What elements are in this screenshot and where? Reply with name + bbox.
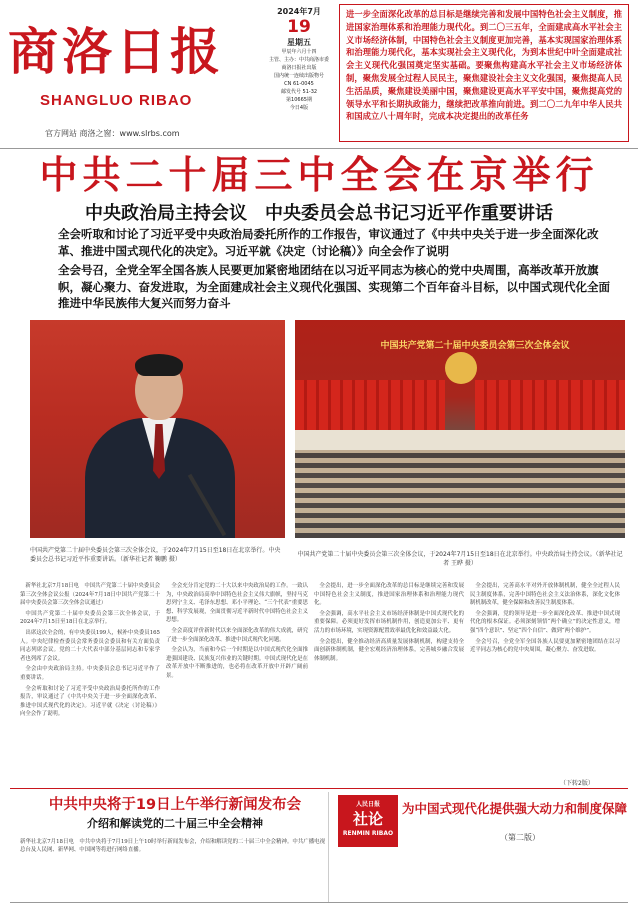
article-paragraph: 全会充分肯定党的二十大以来中央政治局的工作。一致认为，中央政治局高举中国特色社会主义伟大旗帜，坚持马克思列宁主义、毛泽东思想、邓小平理论、“三个代表”重要思想、科学发展观，全面贯彻习近平新时代中国特色社会主义思想。 — [166, 583, 308, 624]
editorial-badge-main: 社论 — [352, 810, 383, 828]
article-paragraph: 全会听取和讨论了习近平受中央政治局委托所作的工作报告，审议通过了《中共中央关于进一步全面深化改革、推进中国式现代化的决定》。习近平就《决定（讨论稿）》向全会作了说明。 — [20, 685, 160, 718]
issue-meta: 邮发代号 51-32 — [280, 89, 318, 95]
issue-meta: 甲辰年六月十四 — [281, 49, 317, 55]
article-column-4 — [470, 582, 620, 778]
top-quote-box: 进一步全面深化改革的总目标是继续完善和发展中国特色社会主义制度，推进国家治理体系和治理能力现代化。到二〇三五年，全面建成高水平社会主义市场经济体制，中国特色社会主义制度更加完善，基本实现国家治理体系和治理能力现代化，基本实现社会主义现代化，为到本世纪中叶全面建成社会主义现代化强国奠定坚实基础。要聚焦构建高水平社会主义市场经济体制，聚焦发展全过程人民民主，聚焦建设社会主义文化强国，聚焦提高人民生活品质，聚焦建设美丽中国，聚焦建设更高水平平安中国，聚焦提高党的领导水平和长期执政能力，继续把改革推向前进。到二〇二九年中华人民共和国成立八十周年时，完成本决定提出的改革任务 — [339, 4, 629, 142]
party-emblem-icon — [445, 352, 477, 384]
article-paragraph: 全会高度评价新时代以来全面深化改革的伟大成就，研究了进一步全面深化改革、推进中国式现代化问题。 — [166, 627, 308, 643]
deck-paragraph-1: 全会听取和讨论了习近平受中央政治局委托所作的工作报告，审议通过了《中共中央关于进一步全面深化改革、推进中国式现代化的决定》。习近平就《决定（讨论稿）》向全会作了说明 — [58, 227, 599, 258]
issue-date: 2024年7月 — [277, 7, 321, 16]
masthead — [0, 0, 638, 150]
red-flags-right — [475, 380, 625, 435]
newspaper-logo: 商洛日报 — [8, 23, 224, 81]
deck-paragraph-2: 全会号召，全党全军全国各族人民要更加紧密地团结在以习近平同志为核心的党中央周围，高举改革开放旗帜，凝心聚力、奋发进取，为全面建成社会主义现代化强国、实现第二个百年奋斗目标，以中国式现代化全面推进中华民族伟大复兴而努力奋斗 — [58, 263, 610, 310]
page-footer — [10, 902, 628, 911]
editorial-page-ref: （第二版） — [500, 833, 540, 842]
rostrum — [295, 430, 625, 450]
article-paragraph: 全会提出，进一步全面深化改革的总目标是继续完善和发展中国特色社会主义制度，推进国家治理体系和治理能力现代化。 — [314, 583, 464, 607]
issue-meta: 商洛日报社出版 — [281, 65, 317, 71]
masthead-divider — [0, 148, 638, 149]
plenary-photo — [295, 320, 625, 538]
photo-caption-right: 中国共产党第二十届中央委员会第三次全体会议，于2024年7月15日至18日在北京举行。中央政治局主持会议。（新华社记者 王晔 摄） — [297, 551, 623, 567]
article-paragraph: 出席这次全会的，有中央委员199人，候补中央委员165人。中央纪律检查委员会常务委员会委员和有关方面负责同志列席会议。党的二十大代表中部分基层同志和专家学者也列席了会议。 — [20, 629, 160, 662]
issue-day: 19 — [287, 17, 311, 37]
audience-seats — [295, 450, 625, 538]
issue-meta: 国内统一连续出版物号 — [273, 73, 324, 79]
editorial-title[interactable]: 为中国式现代化提供强大动力和制度保障 — [402, 801, 628, 816]
website-link[interactable]: 官方网站 商洛之窗：www.slrbs.com — [45, 129, 180, 138]
main-subhead: 中央政治局主持会议 中央委员会总书记习近平作重要讲话 — [85, 203, 553, 224]
article-paragraph: 新华社北京7月18日电 中国共产党第二十届中央委员会第三次全体会议公报（2024年7月18日中国共产党第二十届中央委员会第三次全体会议通过） — [20, 583, 160, 607]
red-flags-left — [295, 380, 445, 435]
meeting-banner: 中国共产党第二十届中央委员会第三次全体会议 — [380, 341, 570, 351]
continued-on-page-2[interactable]: （下转2版） — [560, 780, 594, 787]
issue-meta: 第10665期 — [286, 97, 312, 103]
issue-info — [268, 4, 330, 144]
editorial-badge — [338, 795, 398, 847]
article-paragraph: 全会强调，高水平社会主义市场经济体制是中国式现代化的重要保障。必须更好发挥市场机制作用，创造更加公平、更有活力的市场环境，实现资源配置效率最优化和效益最大化。 — [314, 610, 464, 634]
press-conference-headline[interactable]: 中共中央将于19日上午举行新闻发布会 — [48, 797, 302, 813]
article-paragraph: 全会认为，当前和今后一个时期是以中国式现代化全面推进强国建设、民族复兴伟业的关键时期。中国式现代化是在改革开放中不断推进的，也必将在改革开放中开辟广阔前景。 — [166, 647, 308, 679]
article-paragraph: 全会提出，完善高水平对外开放体制机制，健全全过程人民民主制度体系，完善中国特色社会主义法治体系，深化文化体制机制改革，健全保障和改善民生制度体系。 — [470, 583, 620, 607]
speaker-photo — [30, 320, 285, 538]
main-headline[interactable]: 中共二十届三中全会在京举行 — [39, 153, 599, 197]
bottom-divider — [10, 788, 628, 789]
press-conference-text: 新华社北京7月18日电 中共中央将于7月19日上午10时举行新闻发布会，介绍和解读党的二十届三中全会精神。中共广播电视总台及人民网、新华网、中国网等将进行网络直播。 — [20, 839, 325, 854]
bottom-column-divider — [328, 792, 329, 902]
article-paragraph: 中国共产党第二十届中央委员会第三次全体会议，于2024年7月15日至18日在北京举行。 — [20, 610, 160, 626]
article-paragraph: 全会提出，健全推动经济高质量发展体制机制，构建支持全面创新体制机制，健全宏观经济治理体系，完善城乡融合发展体制机制。 — [314, 638, 464, 662]
editorial-badge-top: 人民日报 — [355, 801, 380, 808]
photo-figure-hair — [135, 354, 183, 376]
article-paragraph: 全会强调，党的领导是进一步全面深化改革、推进中国式现代化的根本保证。必须深刻领悟“两个确立”的决定性意义，增强“四个意识”、坚定“四个自信”、做到“两个维护”。 — [470, 610, 620, 634]
article-column-1 — [20, 582, 160, 778]
issue-meta: CN 61-0045 — [284, 81, 314, 87]
issue-weekday: 星期五 — [287, 38, 311, 47]
editorial-badge-bottom: RENMIN RIBAO — [342, 830, 394, 837]
issue-meta: 主管、主办：中共商洛市委 — [268, 57, 329, 63]
press-conference-subhead: 介绍和解读党的二十届三中全会精神 — [87, 817, 263, 830]
logo-pinyin: SHANGLUO RIBAO — [40, 92, 193, 109]
article-column-3 — [314, 582, 464, 778]
article-paragraph: 全会由中央政治局主持。中央委员会总书记习近平作了重要讲话。 — [20, 666, 160, 681]
issue-meta: 今日4版 — [289, 105, 309, 111]
article-column-2 — [166, 582, 308, 778]
article-paragraph: 全会号召，全党全军全国各族人民要更加紧密地团结在以习近平同志为核心的党中央周围，凝心聚力、奋发进取。 — [470, 638, 620, 654]
photo-caption-left: 中国共产党第二十届中央委员会第三次全体会议，于2024年7月15日至18日在北京举行。中央委员会总书记习近平作重要讲话。（新华社记者 鞠鹏 摄） — [30, 547, 281, 563]
